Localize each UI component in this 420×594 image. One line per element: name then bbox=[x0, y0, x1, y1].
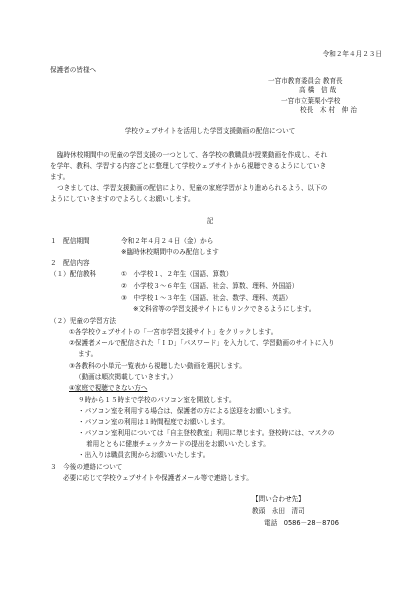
subsection-subjects: （１）配信教科 bbox=[50, 270, 97, 278]
subject-item: ③ 中学校１～３年生（国語、社会、数学、理科、英語） bbox=[121, 294, 292, 302]
step-item: ①各学校ウェブサイトの「一宮市学習支援サイト」をクリックします。 bbox=[69, 328, 278, 336]
body-line-1: 臨時休校期間中の児童の学習支援の一つとして、各学校の教職員が授業動画を作成し、それ bbox=[57, 151, 328, 159]
delivery-note: ※臨時休校期間中のみ配信します bbox=[121, 248, 219, 256]
subject-item: ① 小学校１、２年生（国語、算数） bbox=[121, 270, 233, 278]
step-detail: ・パソコン室利用については「自主登校教室」利用に準じます。登校時には、マスクの bbox=[78, 429, 335, 437]
body-line-4: つきましては、学習支援動画の配信により、児童の家庭学習がより進められるよう、以下の bbox=[57, 184, 328, 192]
step-item-cont: ます。 bbox=[78, 350, 98, 358]
step-heading-no-home: ④家庭で視聴できない方へ bbox=[69, 384, 148, 392]
school-name: 一宮市立葉栗小学校 bbox=[281, 97, 341, 105]
sender-org: 一宮市教育委員会 教育長 bbox=[268, 77, 343, 85]
step-detail: ・パソコン室を利用する場合は、保護者の方による送迎をお願いします。 bbox=[78, 407, 295, 415]
step-item: ③各教科の小単元一覧表から視聴したい動画を選択します。 bbox=[69, 362, 246, 370]
step-detail: ９時から１５時まで学校のパソコン室を開放します。 bbox=[78, 396, 236, 404]
step-item: ②保護者メールで配信された「ＩＤ」「パスワード」を入力して、学習動画のサイトに入り bbox=[69, 339, 335, 347]
section1-heading: １ 配信期間 bbox=[50, 237, 90, 245]
step-note: （動画は順次掲載していきます。） bbox=[75, 373, 177, 381]
superintendent-name: 高 橋 信 哉 bbox=[299, 86, 337, 94]
ki-heading: 記 bbox=[206, 217, 214, 225]
section3-heading: ３ 今後の連絡について bbox=[50, 463, 123, 471]
addressee: 保護者の皆様へ bbox=[50, 66, 97, 74]
contact-person: 教頭 永田 清司 bbox=[252, 507, 305, 515]
section2-heading: ２ 配信内容 bbox=[50, 259, 90, 267]
contact-phone: 電話 0586－28－8706 bbox=[264, 519, 339, 527]
subsection-method: （２）児童の学習方法 bbox=[50, 317, 116, 325]
subject-item: ② 小学校３～６年生（国語、社会、算数、理科、外国語） bbox=[121, 282, 299, 290]
step-detail: ・パソコン室の利用は１時間程度でお願いします。 bbox=[78, 418, 229, 426]
step-detail-cont: 着用とともに健康チェックカードの提出をお願いいたします。 bbox=[86, 440, 270, 448]
subjects-note: ※文科省等の学習支援サイトにもリンクできるようにします。 bbox=[133, 305, 316, 313]
step-detail: ・出入りは職員玄関からお願いいたします。 bbox=[78, 451, 210, 459]
body-line-2: を学年、教科、学習する内容ごとに整理して学校ウェブサイトから視聴できるようにしていき bbox=[50, 162, 327, 170]
document-title: 学校ウェブサイトを活用した学習支援動画の配信について bbox=[124, 127, 296, 135]
delivery-start: 令和２年４月２４日（金）から bbox=[121, 237, 214, 245]
body-line-3: ます。 bbox=[50, 173, 70, 181]
principal-name: 校長 木 村 伸 治 bbox=[300, 106, 357, 114]
contact-label: 【問い合わせ先】 bbox=[252, 495, 305, 503]
section3-text: 必要に応じて学校ウェブサイトや保護者メール等で連絡します。 bbox=[63, 474, 253, 482]
body-line-5: ようにしていきますのでよろしくお願いします。 bbox=[50, 195, 195, 203]
letter-date: 令和２年４月２３日 bbox=[322, 50, 382, 58]
